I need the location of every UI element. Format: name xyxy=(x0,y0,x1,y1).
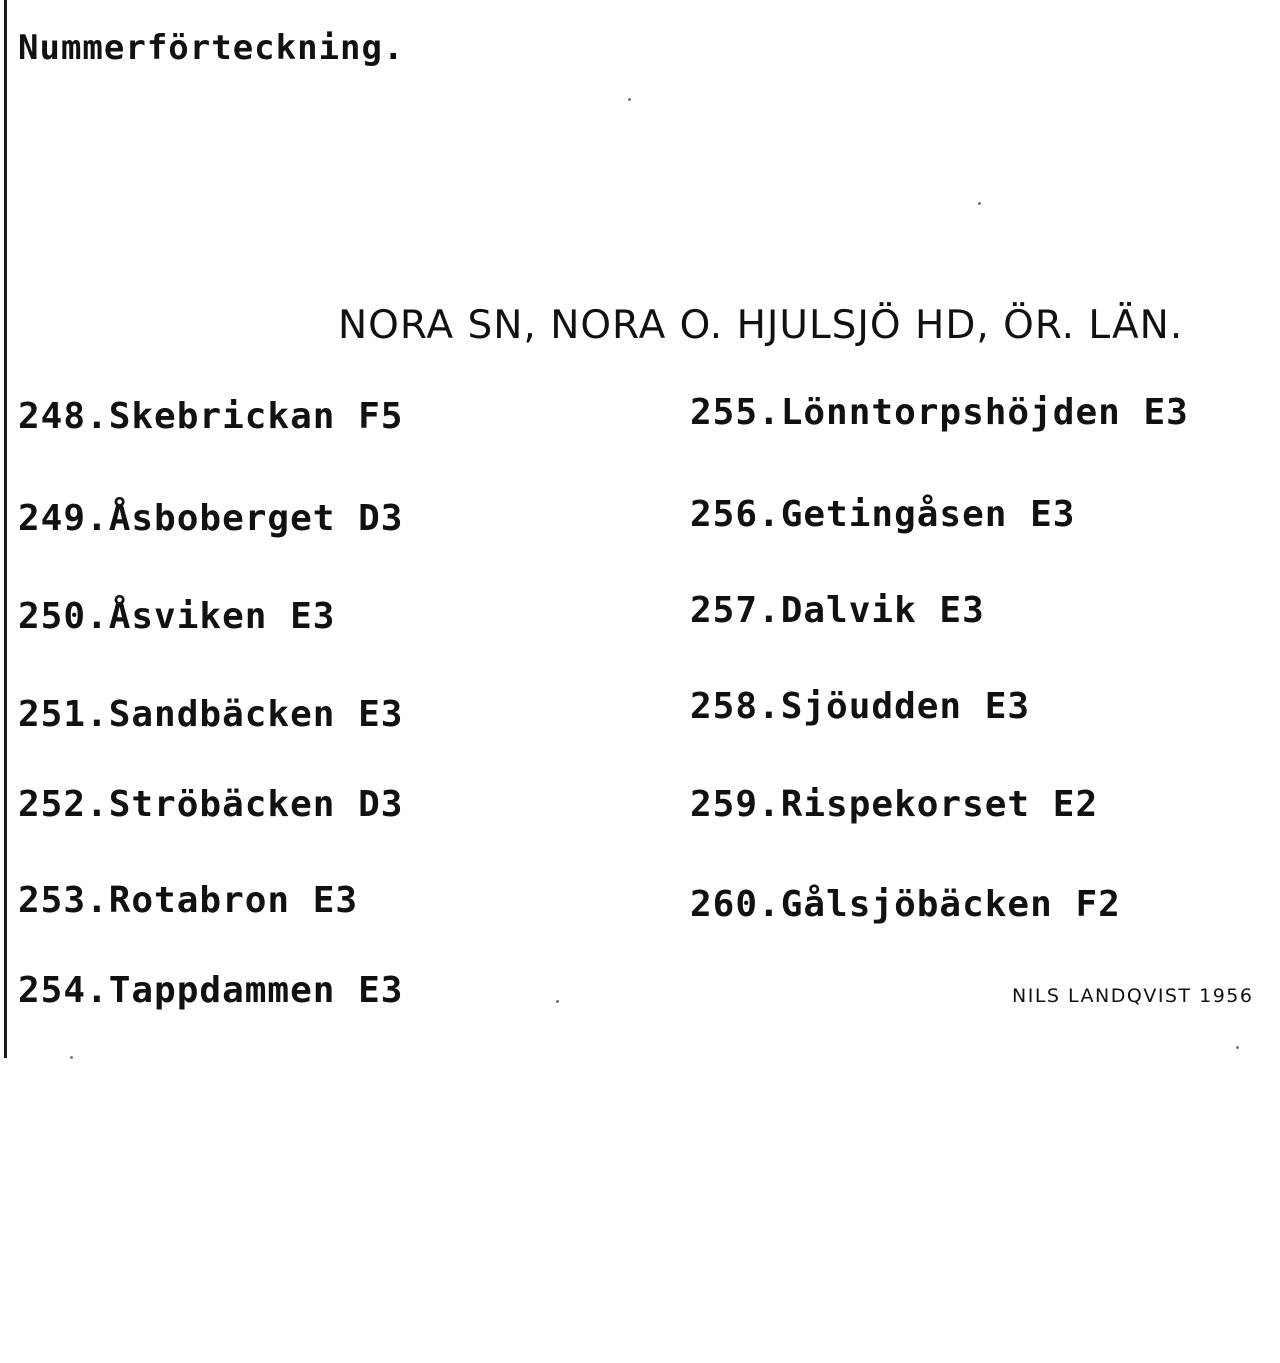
list-item: 256.Getingåsen E3 xyxy=(690,494,1076,535)
scan-speck xyxy=(978,202,981,205)
scan-speck xyxy=(628,98,631,101)
card-left-edge xyxy=(4,0,7,1058)
parish-header: NORA SN, NORA O. HJULSJÖ HD, ÖR. LÄN. xyxy=(338,303,1184,348)
list-item: 258.Sjöudden E3 xyxy=(690,686,1031,727)
list-item: 252.Ströbäcken D3 xyxy=(18,784,404,825)
list-item: 255.Lönntorpshöjden E3 xyxy=(690,392,1189,433)
list-item: 254.Tappdammen E3 xyxy=(18,970,404,1011)
list-item: 248.Skebrickan F5 xyxy=(18,396,404,437)
list-item: 259.Rispekorset E2 xyxy=(690,784,1099,825)
scan-speck xyxy=(70,1056,73,1059)
list-item: 251.Sandbäcken E3 xyxy=(18,694,404,735)
list-item: 250.Åsviken E3 xyxy=(18,596,336,637)
list-item: 253.Rotabron E3 xyxy=(18,880,359,921)
list-item: 257.Dalvik E3 xyxy=(690,590,985,631)
scan-speck xyxy=(1236,1046,1239,1049)
page-heading: Nummerförteckning. xyxy=(18,28,405,68)
list-item: 260.Gålsjöbäcken F2 xyxy=(690,884,1121,925)
scan-speck xyxy=(556,1000,559,1003)
signature: NILS LANDQVIST 1956 xyxy=(1012,985,1254,1007)
list-item: 249.Åsboberget D3 xyxy=(18,498,404,539)
